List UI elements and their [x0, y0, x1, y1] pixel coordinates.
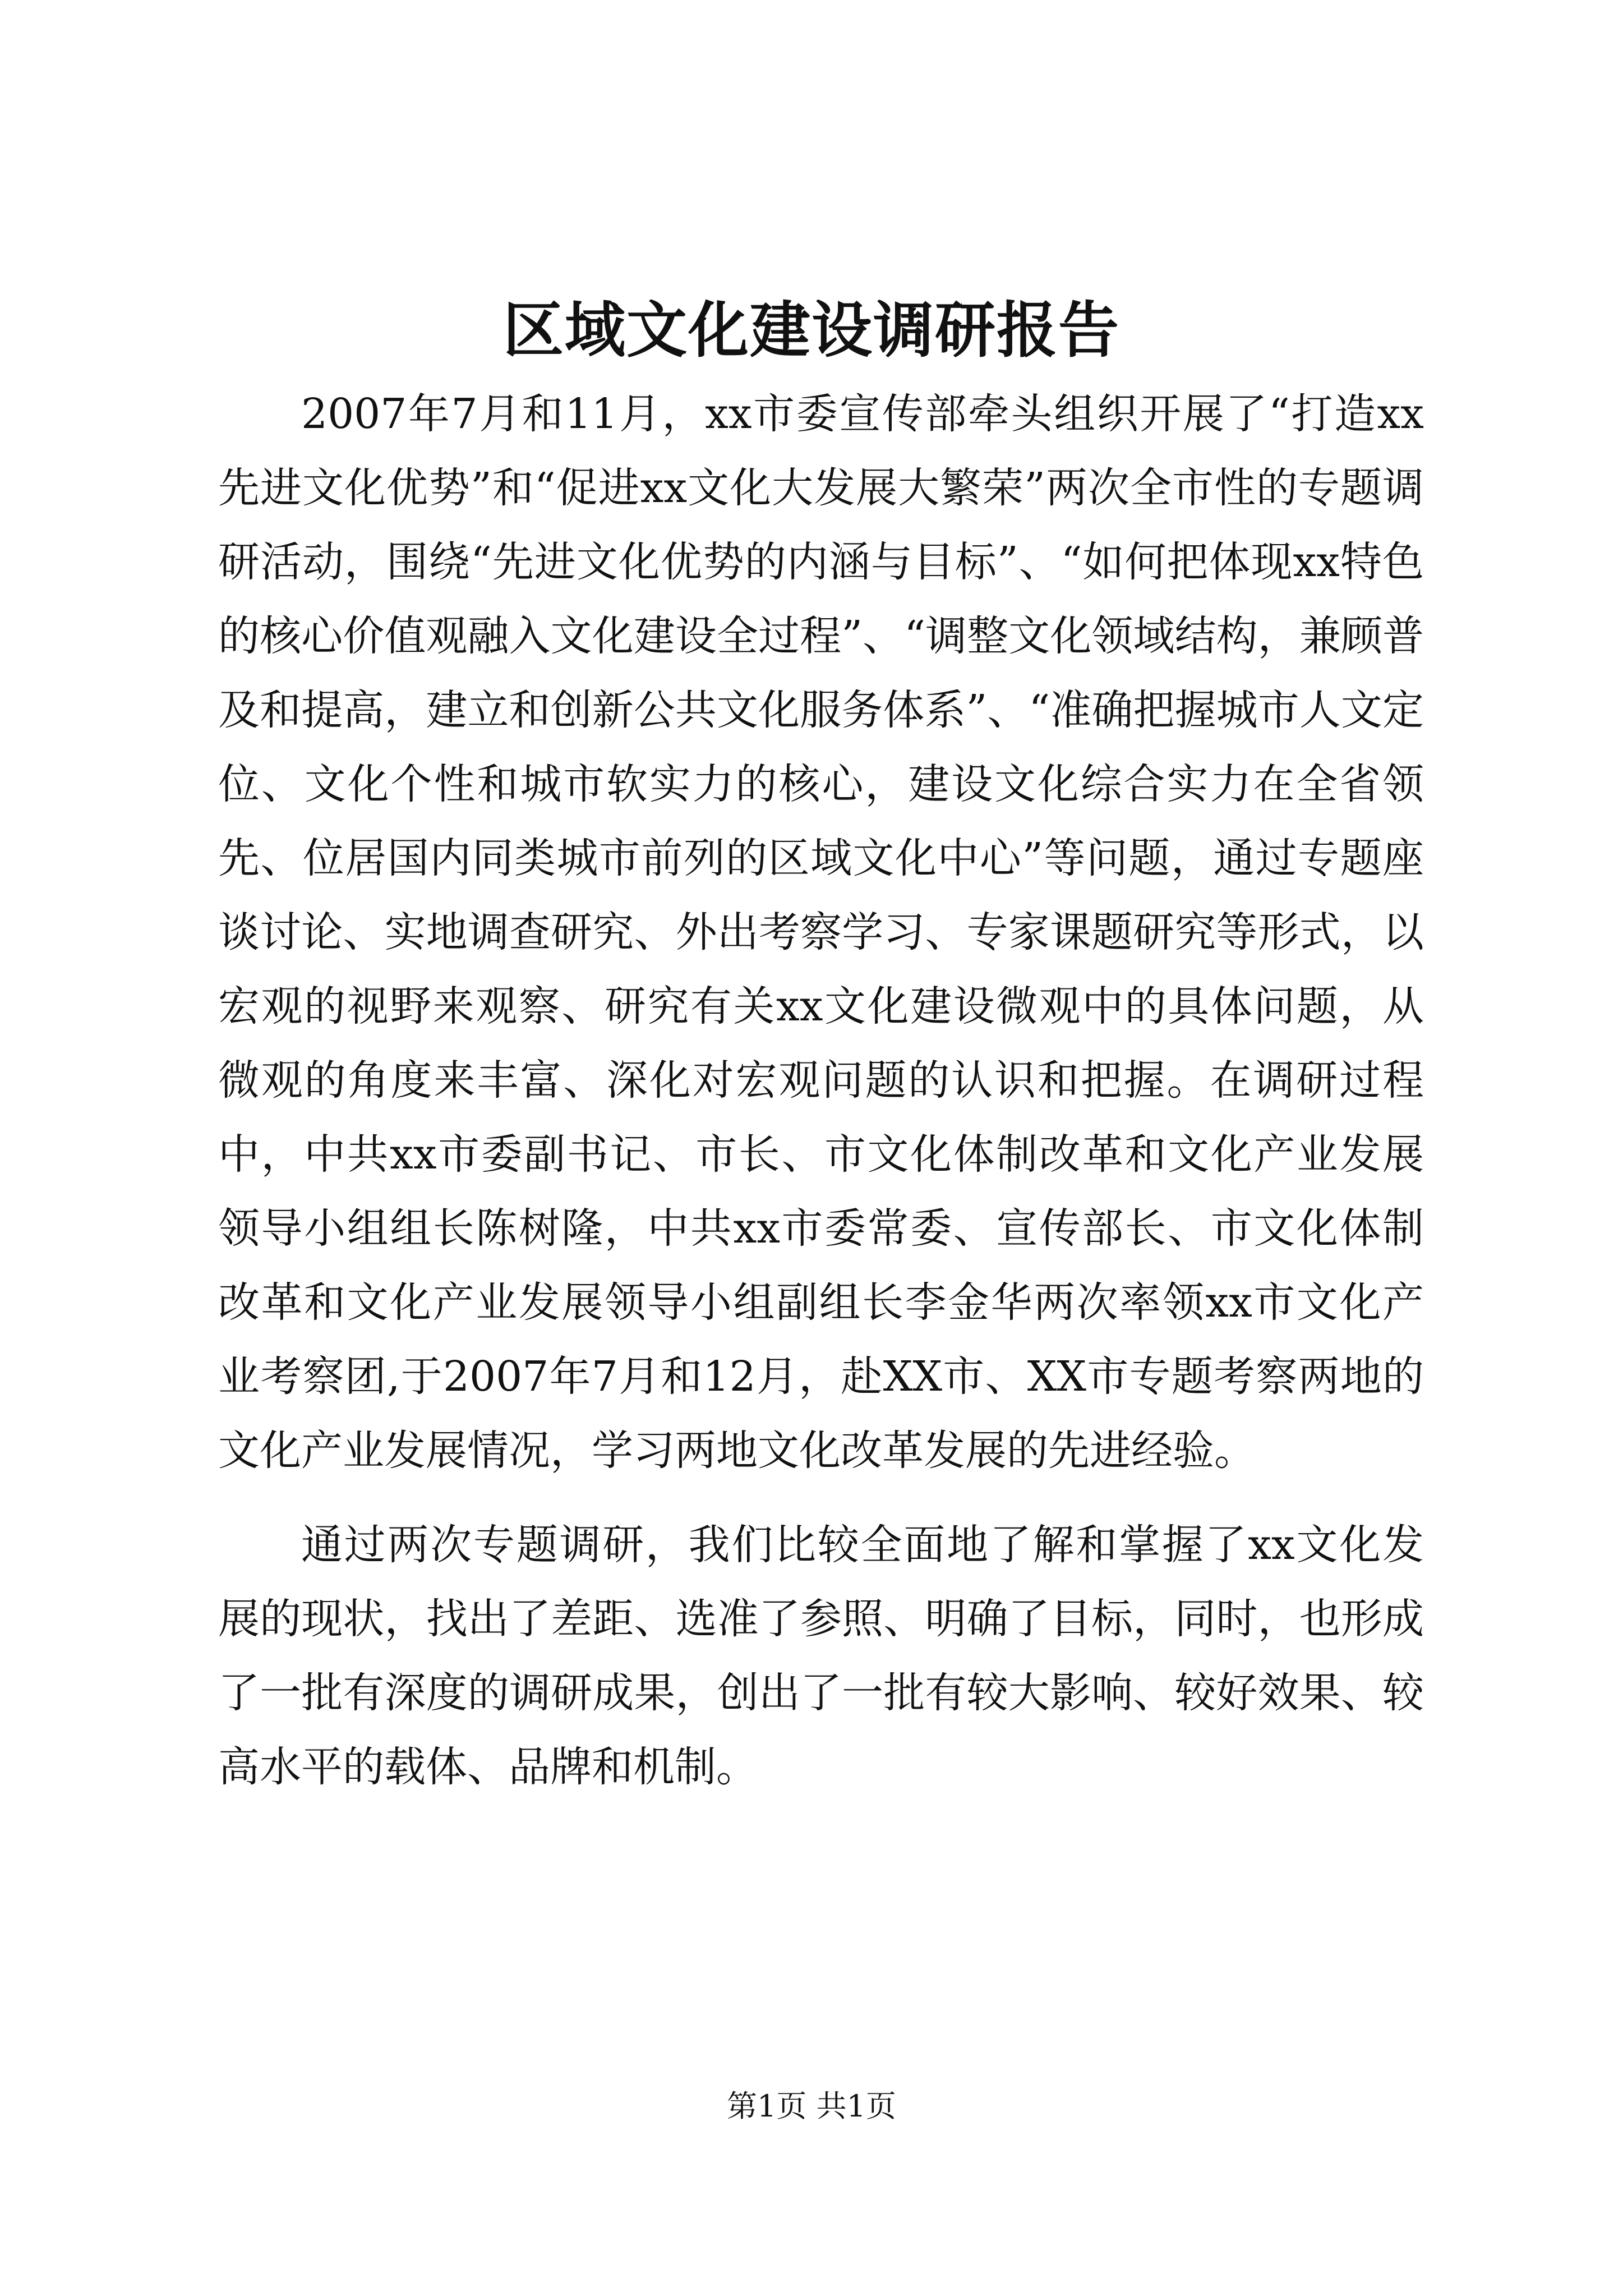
- body-paragraph-2: 通过两次专题调研，我们比较全面地了解和掌握了xx文化发展的现状，找出了差距、选准了参照、明确了目标，同时，也形成了一批有深度的调研成果，创出了一批有较大影响、较好效果、较高水平的载体、品牌和机制。: [218, 1521, 1424, 1791]
- page-number-footer: 第1页 共1页: [727, 2088, 896, 2124]
- body-paragraph-1: 2007年7月和11月，xx市委宣传部牵头组织开展了“打造xx先进文化优势”和“促进xx文化大发展大繁荣”两次全市性的专题调研活动，围绕“先进文化优势的内涵与目标”、“如何把体现xx特色的核心价值观融入文化建设全过程”、“调整文化领域结构，兼顾普及和提高，建立和创新公共文化服务体系”、“准确把握城市人文定位、文化个性和城市软实力的核心，建设文化综合实力在全省领先、位居国内同类城市前列的区域文化中心”等问题，通过专题座谈讨论、实地调查研究、外出考察学习、专家课题研究等形式，以宏观的视野来观察、研究有关xx文化建设微观中的具体问题，从微观的角度来丰富、深化对宏观问题的认识和把握。在调研过程中，中共xx市委副书记、市长、市文化体制改革和文化产业发展领导小组组长陈树隆，中共xx市委常委、宣传部长、市文化体制改革和文化产业发展领导小组副组长李金华两次率领xx市文化产业考察团,于2007年7月和12月，赴XX市、XX市专题考察两地的文化产业发展情况，学习两地文化改革发展的先进经验。: [218, 390, 1424, 1475]
- document-title: 区域文化建设调研报告: [502, 296, 1120, 366]
- document-body: [218, 377, 1424, 1804]
